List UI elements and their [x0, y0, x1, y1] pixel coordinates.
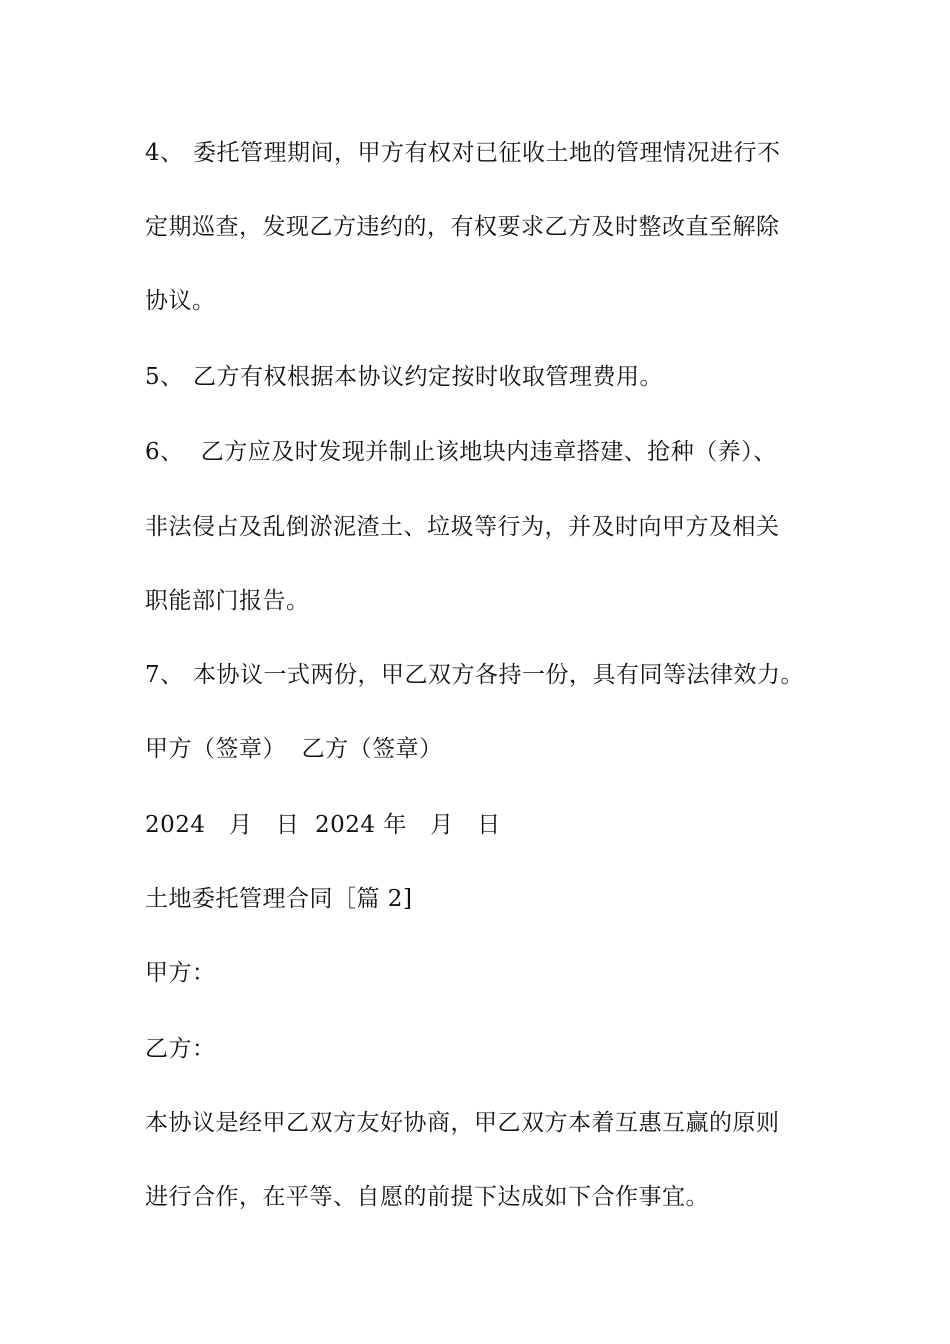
section-title: 土地委托管理合同［篇 2]: [145, 886, 413, 912]
item-6-line-3: 职能部门报告。: [145, 588, 310, 614]
intro-line-1: 本协议是经甲乙双方友好协商，甲乙双方本着互惠互赢的原则: [145, 1110, 780, 1136]
item-4-line-3: 协议。: [145, 288, 216, 314]
intro-line-2: 进行合作，在平等、自愿的前提下达成如下合作事宜。: [145, 1184, 709, 1210]
party-b-label: 乙方：: [145, 1036, 216, 1062]
date-line: 2024 月 日 2024 年 月 日: [145, 812, 501, 838]
item-4-text-1: 委托管理期间，甲方有权对已征收土地的管理情况进行不: [193, 140, 781, 166]
item-6-line-2: 非法侵占及乱倒淤泥渣土、垃圾等行为，并及时向甲方及相关: [145, 514, 780, 540]
party-a-label: 甲方：: [145, 960, 216, 986]
item-4-number: 4、: [145, 140, 184, 166]
item-7-number: 7、: [145, 662, 184, 688]
item-5-number: 5、: [145, 364, 184, 390]
item-7-line-1: [145, 660, 825, 690]
signature-line: 甲方（签章） 乙方（签章）: [145, 736, 443, 762]
item-4-line-2: 定期巡查，发现乙方违约的，有权要求乙方及时整改直至解除: [145, 214, 780, 240]
item-6-number: 6、: [145, 439, 184, 465]
item-5-text-1: 乙方有权根据本协议约定按时收取管理费用。: [193, 364, 663, 390]
item-6-text-1: 乙方应及时发现并制止该地块内违章搭建、抢种（养）、: [193, 439, 777, 465]
item-4-line-1: [145, 138, 825, 168]
item-6-line-1: [145, 437, 825, 467]
item-7-text-1: 本协议一式两份，甲乙双方各持一份，具有同等法律效力。: [193, 662, 804, 688]
item-5-line-1: [145, 362, 825, 392]
